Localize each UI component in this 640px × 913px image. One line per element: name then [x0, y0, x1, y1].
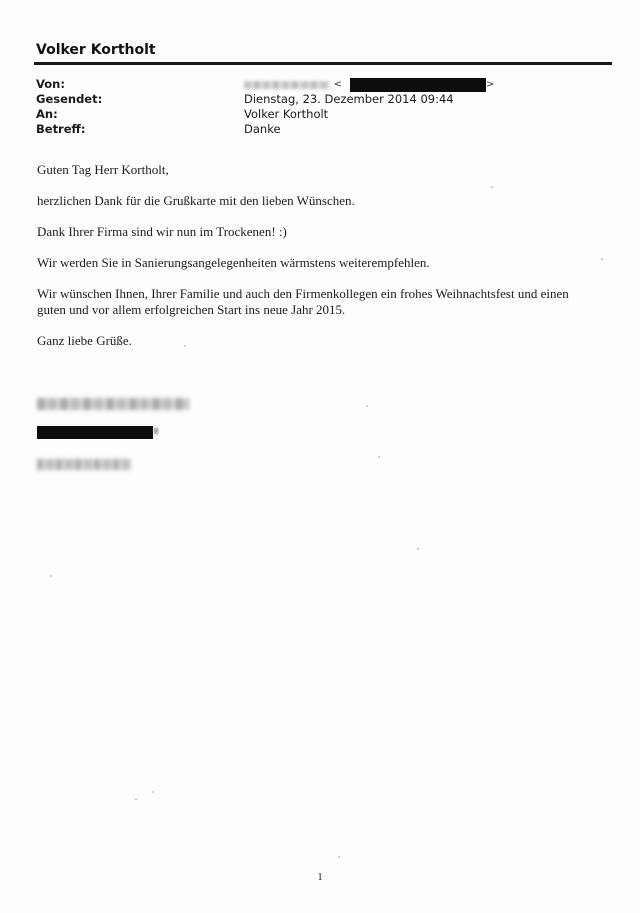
sent-value: Dienstag, 23. Dezember 2014 09:44: [244, 92, 454, 106]
scan-speck: [152, 791, 154, 793]
header-divider: [34, 62, 612, 65]
paragraph-recommend: Wir werden Sie in Sanierungsangelegenheiten wärmstens weiterempfehlen.: [37, 255, 430, 270]
subject-label: Betreff:: [36, 122, 86, 136]
greeting: Guten Tag Herr Kortholt,: [37, 162, 169, 177]
closing: Ganz liebe Grüße.: [37, 333, 132, 348]
scan-speck: [417, 548, 419, 550]
scan-speck: [50, 575, 52, 577]
page-number: 1: [317, 871, 323, 883]
paragraph-dry: Dank Ihrer Firma sind wir nun im Trockenen! :): [37, 224, 287, 239]
sent-label: Gesendet:: [36, 92, 103, 106]
scan-speck: [378, 456, 380, 458]
letter-body: [37, 162, 597, 364]
to-value: Volker Kortholt: [244, 107, 329, 121]
from-value: [244, 77, 494, 92]
from-label: Von:: [36, 77, 65, 91]
scan-speck: [338, 856, 340, 858]
redacted-email-address: [350, 78, 486, 92]
sender-name-heading: Volker Kortholt: [36, 42, 156, 58]
meta-row-subject: [36, 122, 494, 137]
to-label: An:: [36, 107, 58, 121]
blurred-signature-location: [37, 459, 131, 470]
paragraph-wishes: Wir wünschen Ihnen, Ihrer Familie und auch den Firmenkollegen ein frohes Weihnachtsfest und einen guten und vor allem erfolgreichen Start ins neue Jahr 2015.: [37, 286, 569, 317]
paragraph-thanks: herzlichen Dank für die Grußkarte mit den lieben Wünschen.: [37, 193, 355, 208]
meta-row-from: [36, 77, 494, 92]
scan-speck: [366, 405, 368, 407]
redacted-signature-line: [37, 426, 153, 439]
subject-value: Danke: [244, 122, 281, 136]
from-angle-open: <: [333, 79, 343, 90]
blurred-signature-name: [37, 398, 189, 410]
meta-row-sent: [36, 92, 494, 107]
blurred-sender-name: [244, 81, 330, 89]
scan-speck: [135, 798, 137, 800]
scan-speck: [601, 258, 603, 260]
scan-speck: [491, 186, 493, 188]
from-angle-close: >: [486, 79, 495, 90]
meta-row-to: [36, 107, 494, 122]
scan-speck: [184, 345, 186, 347]
blurred-signature-fragment: [154, 428, 158, 434]
email-meta: [36, 77, 494, 137]
